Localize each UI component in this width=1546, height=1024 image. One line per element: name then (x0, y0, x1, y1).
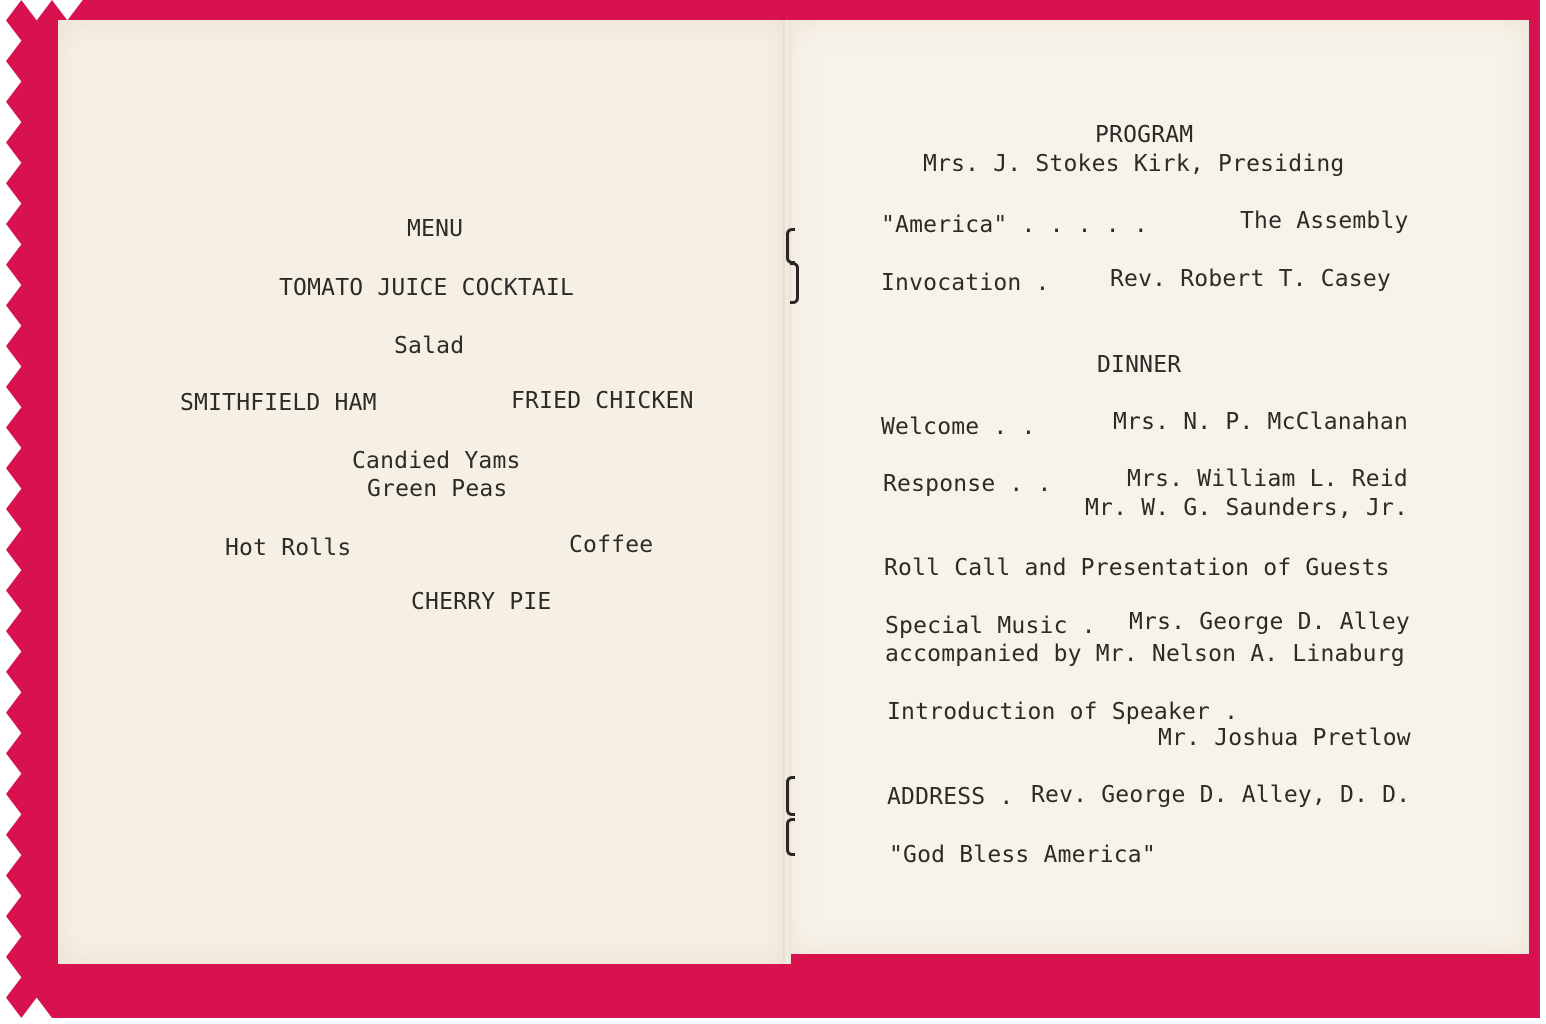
program-special-music-by: Mrs. George D. Alley (1129, 609, 1410, 635)
program-response-label: Response . . (883, 471, 1052, 497)
program-presiding: Mrs. J. Stokes Kirk, Presiding (923, 151, 1345, 177)
menu-item-pie: CHERRY PIE (411, 589, 552, 615)
staple-top (786, 228, 795, 264)
program-response-by-2: Mr. W. G. Saunders, Jr. (1085, 495, 1409, 521)
program-welcome-label: Welcome . . (881, 414, 1036, 440)
program-america-by: The Assembly (1240, 208, 1409, 234)
menu-item-salad: Salad (394, 333, 465, 359)
program-roll-call: Roll Call and Presentation of Guests (884, 555, 1390, 581)
menu-item-coffee: Coffee (569, 532, 654, 558)
menu-item-ham: SMITHFIELD HAM (180, 390, 377, 416)
program-introduction-by: Mr. Joshua Pretlow (1158, 725, 1411, 751)
program-invocation-label: Invocation . (881, 270, 1050, 296)
program-response-by-1: Mrs. William L. Reid (1127, 466, 1408, 492)
program-invocation-by: Rev. Robert T. Casey (1110, 266, 1391, 292)
program-address-label: ADDRESS . (887, 784, 1014, 810)
menu-item-rolls: Hot Rolls (225, 535, 352, 561)
staple-bottom-back (786, 818, 795, 856)
menu-title: MENU (407, 216, 464, 242)
menu-item-cocktail: TOMATO JUICE COCKTAIL (279, 275, 574, 301)
staple-top-back (790, 262, 799, 304)
menu-item-yams: Candied Yams (352, 448, 521, 474)
program-america-label: "America" . . . . . (881, 212, 1148, 238)
menu-item-peas: Green Peas (367, 476, 508, 502)
program-introduction-label: Introduction of Speaker . (887, 699, 1239, 725)
program-dinner: DINNER (1097, 352, 1182, 378)
program-welcome-by: Mrs. N. P. McClanahan (1113, 409, 1408, 435)
program-address-by: Rev. George D. Alley, D. D. (1031, 782, 1411, 808)
program-accompanied: accompanied by Mr. Nelson A. Linaburg (885, 641, 1405, 667)
program-special-music-label: Special Music . (885, 613, 1096, 639)
menu-item-chicken: FRIED CHICKEN (511, 388, 694, 414)
program-closing: "God Bless America" (889, 842, 1156, 868)
staple-bottom (786, 776, 795, 816)
program-title: PROGRAM (1095, 122, 1194, 148)
